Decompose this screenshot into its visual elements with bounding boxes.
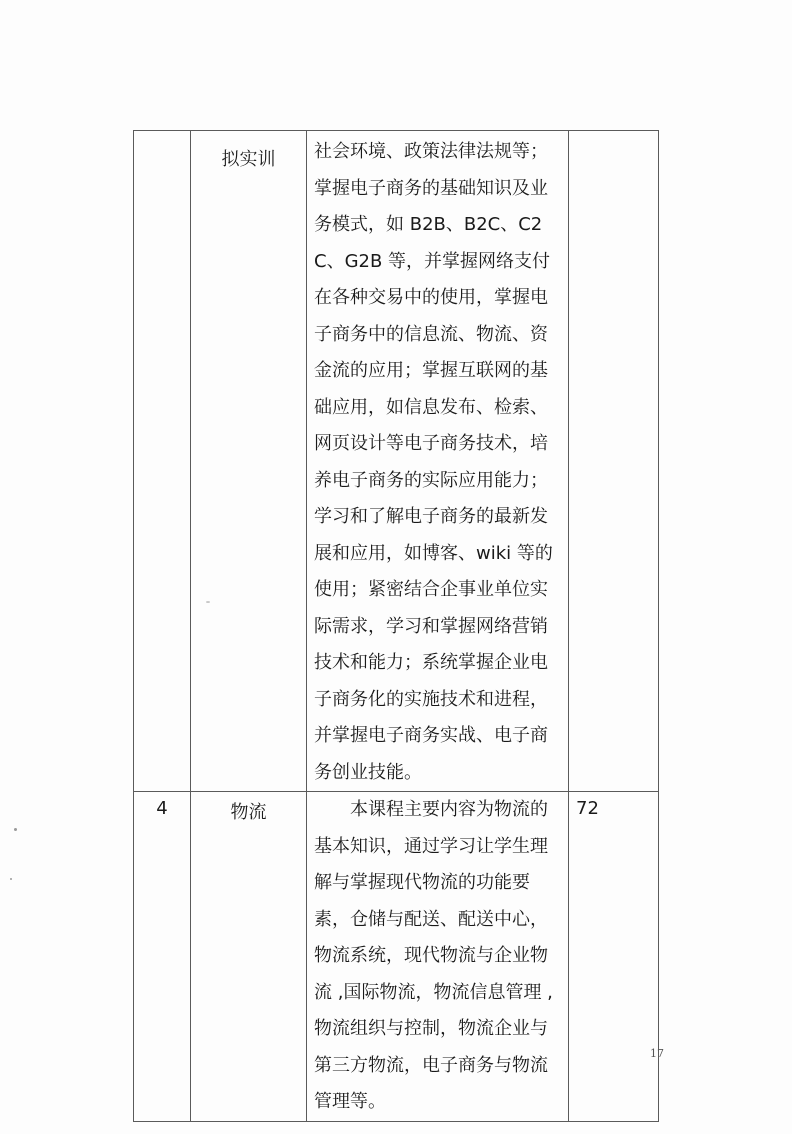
course-content-cell: 本课程主要内容为物流的基本知识，通过学习让学生理解与掌握现代物流的功能要素，仓储与配送、配送中心，物流系统，现代物流与企业物流 ,国际物流，物流信息管理 ,物流组织与控制，物流企业与第三方物流，电子商务与物流管理等。	[307, 792, 569, 1122]
course-number-cell	[134, 131, 191, 792]
course-hours-cell	[569, 131, 659, 792]
scan-speck	[10, 878, 12, 880]
table-row	[134, 131, 659, 792]
scan-speck	[206, 601, 210, 603]
course-number-cell: 4	[134, 792, 191, 1122]
page-number: 17	[650, 1047, 664, 1060]
scan-speck	[14, 828, 17, 831]
course-name-cell: 拟实训	[191, 131, 307, 792]
course-table	[133, 130, 659, 1122]
course-content-cell: 社会环境、政策法律法规等；掌握电子商务的基础知识及业务模式，如 B2B、B2C、C2C、G2B 等，并掌握网络支付在各种交易中的使用，掌握电子商务中的信息流、物流、资金流的应用；掌握互联网的基础应用，如信息发布、检索、网页设计等电子商务技术，培养电子商务的实际应用能力；学习和了解电子商务的最新发展和应用，如博客、wiki 等的使用；紧密结合企事业单位实际需求，学习和掌握网络营销技术和能力；系统掌握企业电子商务化的实施技术和进程，并掌握电子商务实战、电子商务创业技能。	[307, 131, 569, 792]
table-row	[134, 792, 659, 1122]
course-name-cell: 物流	[191, 792, 307, 1122]
course-hours-cell: 72	[569, 792, 659, 1122]
